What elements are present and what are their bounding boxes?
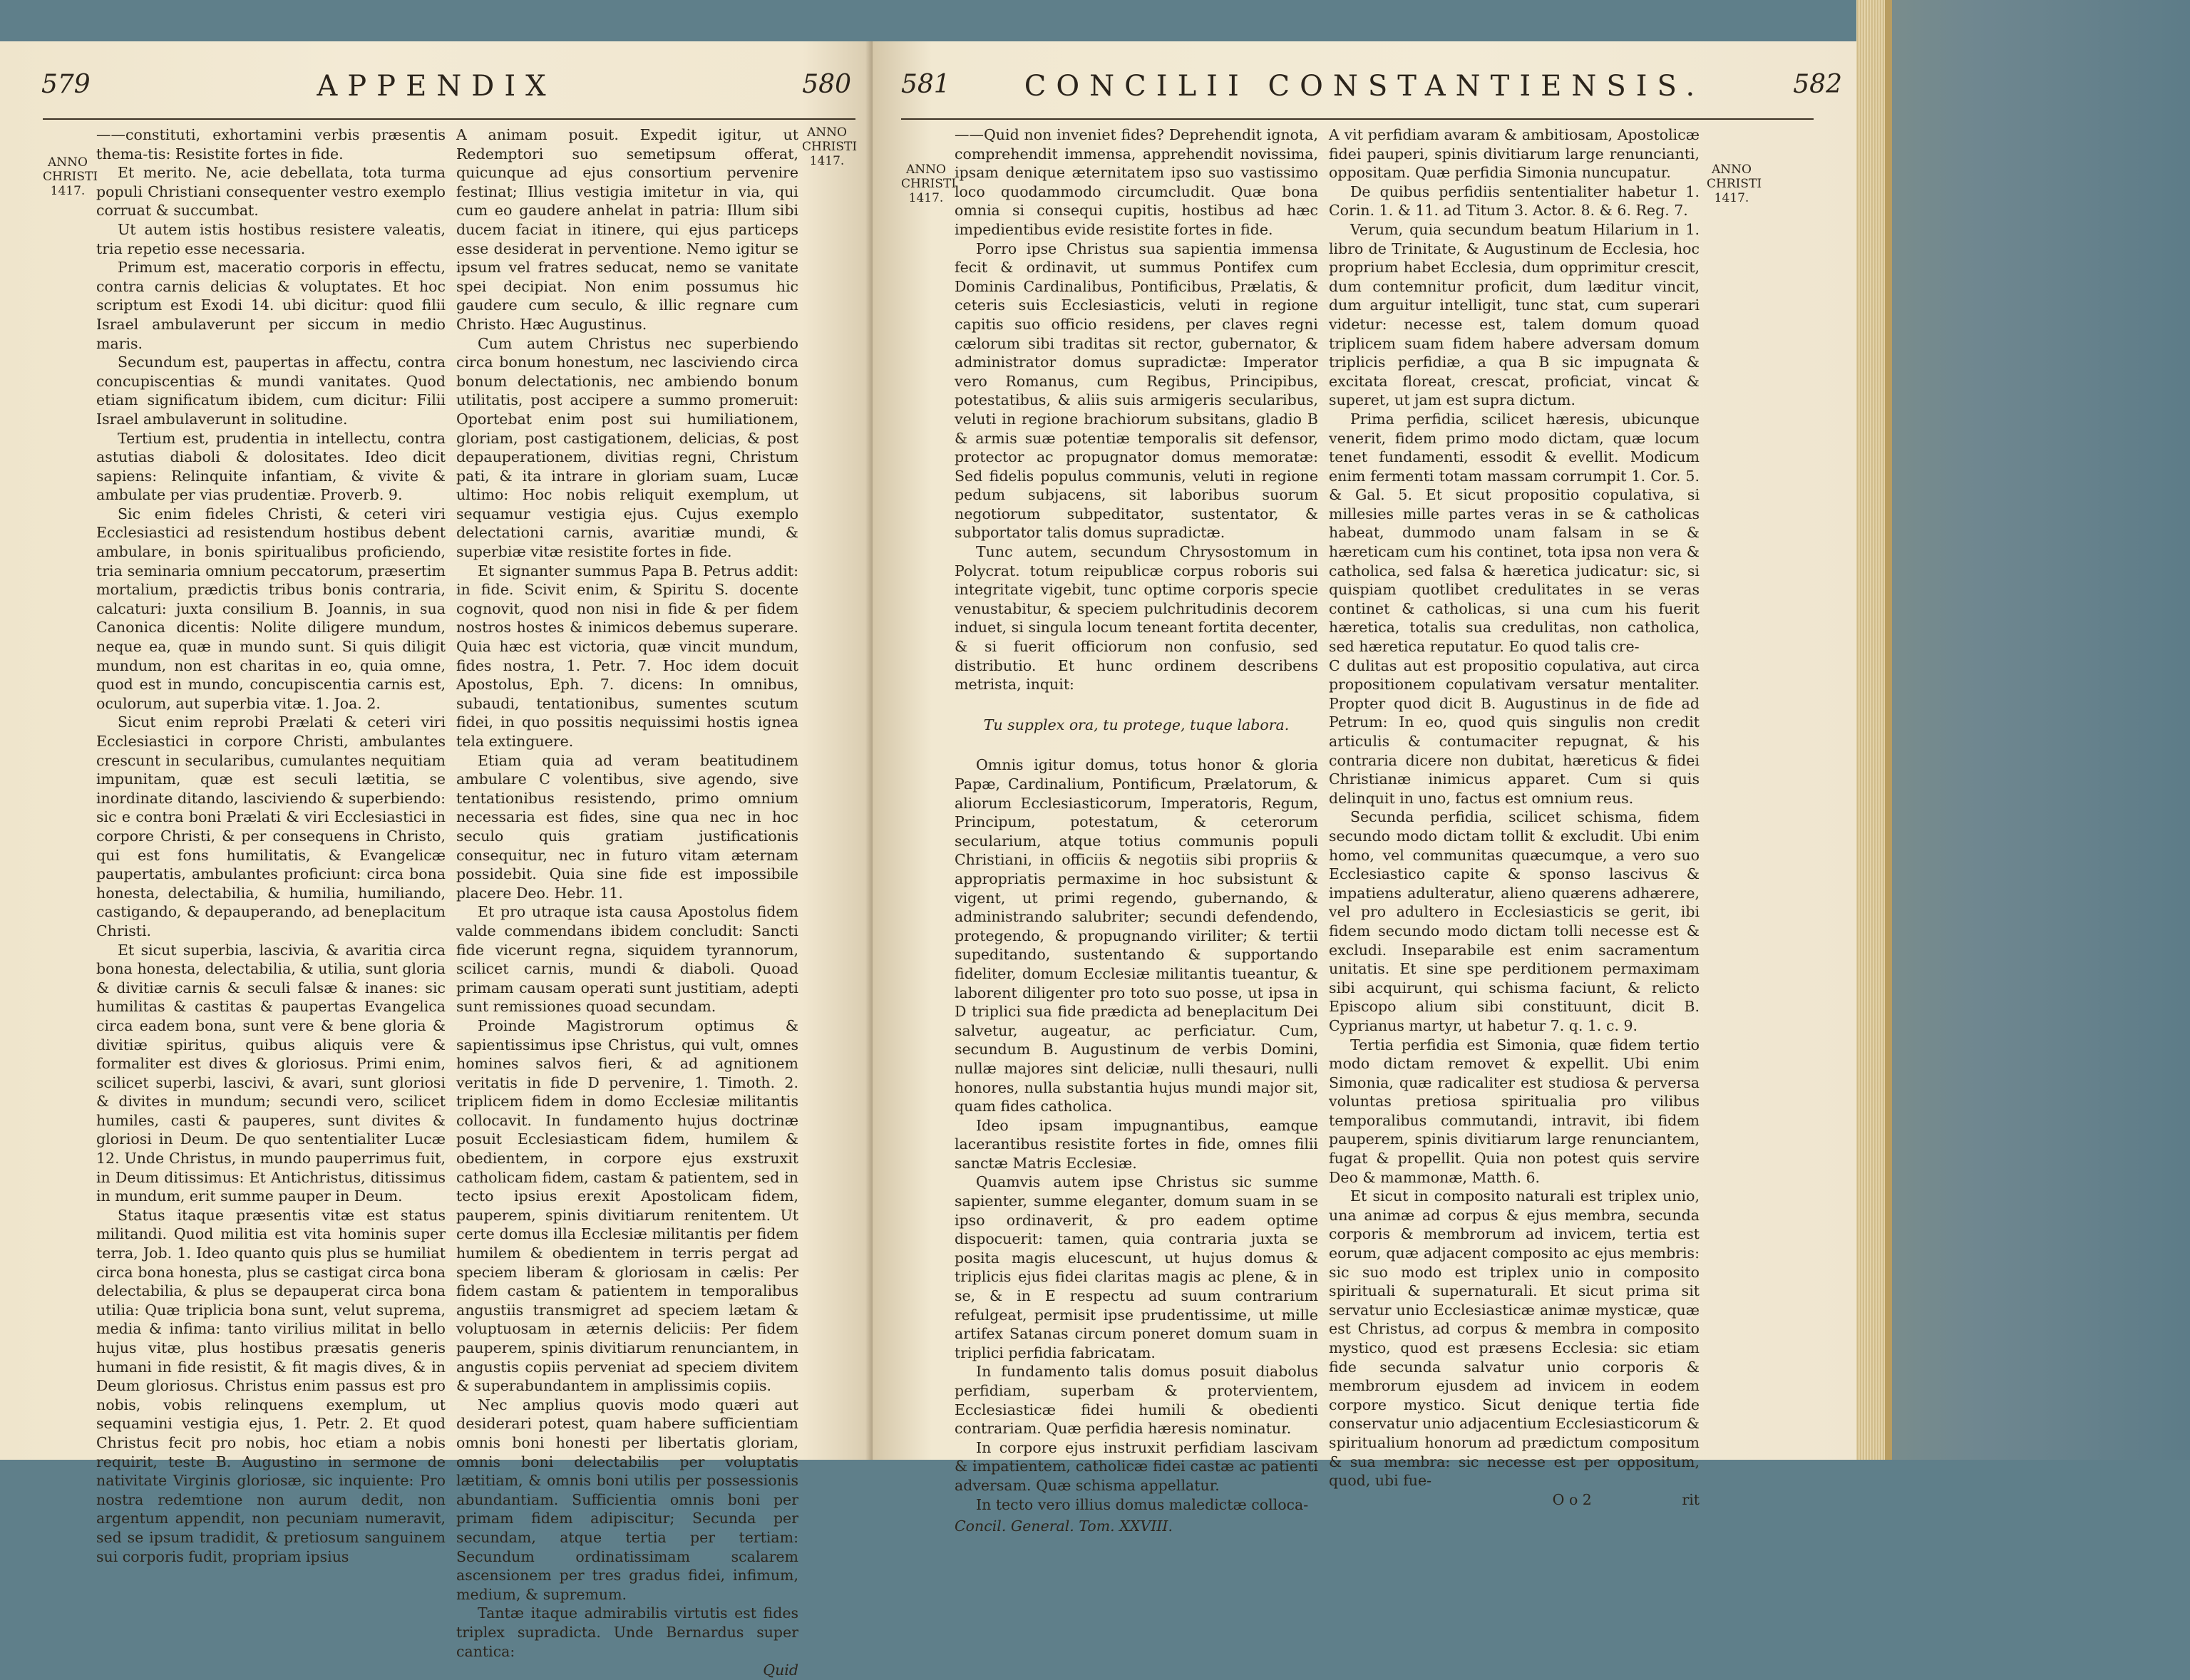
paragraph: Nec amplius quovis modo quæri aut desiderari potest, quam habere sufficientiam omnis boni honesti per libertatis gloriam, omnis boni delectabilis per voluptatis lætitiam, & omnis boni utilis per possessionis abundantiam. Sufficientia omnis boni per primam fidem adipiscitur; Secunda per secundam, atque tertia per tertiam: Secundum ordinatissimam scalarem ascensionem per tres gradus fidei, infimum, medium, & supremum.: [456, 1396, 798, 1603]
left-column-2: [456, 125, 798, 1680]
paragraph: A vit perfidiam avaram & ambitiosam, Apostolicæ fidei pauperi, spinis divitiarum large renuncianti, oppositam. Quæ perfidia Simonia nuncupatur.: [1329, 126, 1700, 182]
paragraph: Tertia perfidia est Simonia, quæ fidem tertio modo dictam removet & expellit. Ubi enim Simonia, quæ radicaliter est studiosa & perversa voluntas pretiosa spiritualia pro vilibus temporalibus commutandi, intravit, ibi fidem pauperem, spinis divitiarum large renunciantem, fugat & propellit. Quia non potest quis servire Deo & mammonæ, Matth. 6.: [1329, 1036, 1700, 1186]
paragraph: Secunda perfidia, scilicet schisma, fidem secundo modo dictam tollit & excludit. Ubi enim homo, vel communitas quæcumque, a vero suo Ecclesiastico capite & sponso lascivus & impatiens adulteratur, alieno quærens adhærere, vel pro adultero in Ecclesiasticis se gerit, ibi fidem secundo modo dictam tolli necesse est & excludi. Inseparabile est enim sacramentum unitatis. Et sine spe perditionem permaximam sibi acquirunt, qui schisma faciunt, & relicto Episcopo alium sibi constituunt, dicit B. Cyprianus martyr, ut habetur 7. q. 1. c. 9.: [1329, 808, 1700, 1034]
paragraph: Verum, quia secundum beatum Hilarium in 1. libro de Trinitate, & Augustinum de Ecclesia, hoc proprium habet Ecclesia, dum opprimitur crescit, dum contemnitur proficit, dum læditur vincit, dum arguitur intelligit, tunc stat, cum superari videtur: necesse est, talem domum quoad triplicem suam fidem habere adversam domum triplicis perfidiæ, a qua B sic impugnata & excitata floreat, crescat, proficiat, vincat & superet, ut jam est supra dictum.: [1329, 220, 1700, 409]
catchword: Quid: [763, 1661, 798, 1679]
paragraph: Et sicut in composito naturali est triplex unio, una animæ ad corpus & ejus membra, secunda corporis & membrorum ad invicem, tertia est eorum, quæ adjacent composito ac ejus membris: sic suo modo est triplex unio in composito spirituali & supernaturali. Et sicut prima sit servatur unio Ecclesiasticæ animæ mysticæ, quæ est Christus, ad corpus & membra in composito mystico, quod est præsens Ecclesia: sic etiam fide secunda salvatur unio corporis & membrorum ejusdem ad invicem in eodem corpore mystico. Sicut denique tertia fide conservatur unio adjacentium Ecclesiasticorum & spiritualium honorum ad prædictum compositum & sua membra: sic necesse est per oppositum, quod, ubi fue-: [1329, 1187, 1700, 1490]
paragraph: In corpore ejus instruxit perfidiam lascivam & impatientem, catholicæ fidei castæ ac patienti adversam. Quæ schisma appellatur.: [955, 1438, 1318, 1494]
margin-note-line: CHRISTI: [802, 140, 858, 154]
paragraph: ——constituti, exhortamini verbis præsentis thema-tis: Resistite fortes in fide.: [96, 126, 446, 163]
paragraph: In tecto vero illius domus maledictæ colloca-: [976, 1495, 1309, 1513]
margin-note-line: ANNO: [48, 155, 88, 170]
paragraph: Status itaque præsentis vitæ est status militandi. Quod militia est vita hominis super terra, Job. 1. Ideo quanto quis plus se humiliat circa bona honesta, plus se castigat circa bona delectabilia, & plus se depauperat circa bona utilia: Quæ triplicia bona sunt, velut suprema, media & infima: tanto virilius militat in bello hujus vitæ, plus hostibus præsatis generis humani in fide resistit, & fit magis dives, & in Deum gloriosus. Christus enim passus est pro nobis, vobis relinquens exemplum, ut sequamini vestigia ejus, 1. Petr. 2. Et quod Christus fecit pro nobis, hoc etiam a nobis requirit, teste B. Augustino in sermone de nativitate Virginis gloriosæ, sic inquiente: Pro nostra redemtione non aurum dedit, non argentum appendit, non pecuniam numeravit, sed se ipsum tradidit, & pretiosum sanguinem sui corporis fudit, propriam ipsius: [96, 1206, 446, 1565]
head-rule: [43, 118, 855, 120]
signature-line: [1329, 1490, 1700, 1510]
paragraph: Et signanter summus Papa B. Petrus addit: in fide. Scivit enim, & Spiritu S. docente cognovit, quod non nisi in fide & per fidem nostros hostes & inimicos debemus superare. Quia hæc est victoria, quæ vincit mundum, fides nostra, 1. Petr. 7. Hoc idem docuit Apostolus, Eph. 7. dicens: In omnibus, subaudi, tentationibus, sumentes scutum fidei, in quo possitis nequissimi hostis ignea tela extinguere.: [456, 562, 798, 750]
page-edges: [1856, 0, 1885, 1460]
margin-note-line: 1417.: [50, 184, 86, 198]
paragraph: Primum est, maceratio corporis in effectu, contra carnis delicias & voluptates. Et hoc scriptum est Exodi 14. ubi dicitur: quod filii Israel ambulaverunt per siccum in medio maris.: [96, 259, 446, 352]
page-number-579: 579: [41, 70, 91, 99]
margin-note-line: ANNO: [1712, 163, 1752, 177]
paragraph: Etiam quia ad veram beatitudinem ambulare C volentibus, sive agendo, sive tentationibus resistendo, primo omnium necessaria est fides, sine qua nec in hoc seculo quis gratiam justificationis consequitur, nec in futuro vitam æternam possidebit. Quia sine fide est impossibile placere Deo. Hebr. 11.: [456, 751, 798, 902]
paragraph: Ideo ipsam impugnantibus, eamque lacerantibus resistite fortes in fide, omnes filii sanctæ Matris Ecclesiæ.: [955, 1116, 1318, 1172]
right-column-2: [1329, 125, 1700, 1509]
margin-note-line: 1417.: [1714, 191, 1749, 205]
paragraph: In fundamento talis domus posuit diabolus perfidiam, superbam & protervientem, Ecclesiasticæ fidei humili & obedienti contrariam. Quæ perfidia hæresis nominatur.: [955, 1363, 1318, 1438]
paragraph: Sic enim fideles Christi, & ceteri viri Ecclesiastici ad resistendum hostibus debent ambulare, in bonis spiritualibus proficiendo, tria seminaria omnium peccatorum, præsertim mortalium, prædictis tribus bonis contraria, calcaturi: juxta consilium B. Joannis, in sua Canonica dicentis: Nolite diligere mundum, neque ea, quæ in mundo sunt. Si quis diligit mundum, non est charitas in eo, quia omne, quod est in mundo, concupiscentia carnis est, oculorum, aut superbia vitæ. 1. Joa. 2.: [96, 505, 446, 712]
paragraph: Prima perfidia, scilicet hæresis, ubicunque venerit, fidem primo modo dictam, quæ locum tenet fundamenti, essodit & evellit. Modicum enim fermenti totam massam corrumpit 1. Cor. 5. & Gal. 5. Et sicut propositio copulativa, si millesies mille partes veras in se & catholicas habeat, dummodo unam falsam in se & hæreticam cum his continet, tota ipsa non vera & catholica, sed falsa & hæretica judicatur: sic, si quispiam quotlibet credulitates in se veras continet & catholicas, si una cum his fuerit hæretica, totalis sua credulitas, non catholica, sed hæretica reputatur. Eo quod talis cre-: [1329, 410, 1700, 656]
paragraph: Cum autem Christus nec superbiendo circa bonum honestum, nec lasciviendo circa bonum delectationis, nec ambiendo bonum utilitatis, post accipere a summo promeruit: Oportebat enim post sui humiliationem, gloriam, post castigationem, delicias, & post depauperationem, divitias regni, Christum pati, & ita intrare in gloriam suam, Lucæ ultimo: Hoc nobis reliquit exemplum, ut sequamur vestigia ejus. Cujus exemplo delectationi carnis, avaritiæ mundi, & superbiæ vitæ resistite fortes in fide.: [456, 334, 798, 561]
paragraph: De quibus perfidiis sententialiter habetur 1. Corin. 1. & 11. ad Titum 3. Actor. 8. & 6. Reg. 7.: [1329, 182, 1700, 220]
right-running-head: [873, 70, 1856, 120]
paragraph: A animam posuit. Expedit igitur, ut Redemptori suo semetipsum offerat, quicunque ad ejus consortium pervenire festinat; Illius vestigia imitetur in via, qui cum eo gaudere anhelat in patria: Illum sibi ducem faciat in itinere, qui ejus particeps esse desiderat in perventione. Nemo igitur se ipsum vel fratres seducat, nemo se vanitate spei decipiat. Non enim possumus hic gaudere cum seculo, & illic regnare cum Christo. Hæc Augustinus.: [456, 126, 798, 333]
page-number-582: 582: [1793, 70, 1842, 99]
margin-note-line: ANNO: [906, 163, 946, 177]
margin-note-line: 1417.: [809, 154, 845, 168]
footer-note: Concil. General. Tom. XXVIII.: [955, 1517, 1173, 1535]
margin-note-line: CHRISTI: [43, 170, 98, 184]
paragraph: Et sicut superbia, lascivia, & avaritia circa bona honesta, delectabilia, & utilia, sunt gloria & divitiæ carnis & seculi falsæ & inanes: sic humilitas & castitas & paupertas Evangelica circa eadem bona, sunt vere & bene gloria & divitiæ spiritus, quibus aliquis vere & formaliter est dives & gloriosus. Primi enim, scilicet superbi, lascivi, & avari, sunt gloriosi & divites in mundum; secundi vero, scilicet humiles, casti & pauperes, sunt divites & gloriosi in Deum. De quo sententialiter Lucæ 12. Unde Christus, in mundo pauperrimus fuit, in Deum ditissimus: Et Antichristus, ditissimus in mundum, erit summe pauper in Deum.: [96, 941, 446, 1205]
margin-note-left-inner: [802, 125, 858, 168]
head-rule: [901, 118, 1814, 120]
margin-note-line: CHRISTI: [1707, 177, 1762, 191]
running-head-title: APPENDIX: [317, 70, 556, 103]
paragraph: Proinde Magistrorum optimus & sapientissimus ipse Christus, qui vult, omnes homines salvos fieri, & ad agnitionem veritatis in fide D pervenire, 1. Timoth. 2. triplicem fidem in domo Ecclesiæ militantis collocavit. In fundamento hujus doctrinæ posuit Ecclesiasticam fidem, humilem & obedientem, in corpore ejus exstruxit catholicam fidem, castam & patientem, sed in tecto ipsius erexit Apostolicam fidem, pauperem, spinis divitiarum renitentem. Ut certe domus illa Ecclesiæ militantis per fidem humilem & obedientem in terris pergat ad speciem liberam & gloriosam in cælis: Per fidem castam & patientem in temporalibus angustiis transmigret ad speciem lætam & voluptuosam in æternis deliciis: Per fidem pauperem, spinis divitiarum renunciantem, in angustis copiis perveniat ad speciem divitem & superabundantem in amplissimis copiis.: [456, 1016, 798, 1395]
left-page: [0, 41, 873, 1679]
paragraph: Ut autem istis hostibus resistere valeatis, tria repetio esse necessaria.: [96, 220, 446, 257]
margin-note-right-outer: [1707, 163, 1762, 205]
left-running-head: [0, 70, 873, 120]
page-number-581: 581: [901, 70, 950, 99]
right-page: [873, 41, 1856, 1535]
page-number-580: 580: [802, 70, 851, 99]
paragraph: Sicut enim reprobi Prælati & ceteri viri Ecclesiastici in corpore Christi, ambulantes crescunt in secularibus, cumulantes nequitiam impunitam, quæ est seculi lætitia, se inordinate ditando, lasciviendo & superbiendo: sic e contra boni Prælati & viri Ecclesiastici in corpore Christi, & per consequens in Christo, qui est fons humilitatis, & Evangelicæ paupertatis, ambulantes proficiunt: circa bona honesta, delectabilia, & humilia, humiliando, castigando, & depauperando, ad beneplacitum Christi.: [96, 713, 446, 939]
cover-edge: [1885, 0, 1892, 1460]
paragraph: Quamvis autem ipse Christus sic summe sapienter, summe eleganter, domum suam in se ipso ordinaverit, & pro eadem optime dispoсuerit: tamen, quia contraria juxta se posita magis elucescunt, ut hujus domus & triplicis ejus fidei claritas magis ac plene, & in se, & in E respectu ad suum contrarium refulgeat, permisit ipse prudentissime, ut mille artifex Satanas circum poneret domum suam in triplici perfidia fabricatam.: [955, 1173, 1318, 1361]
left-column-1: [96, 125, 446, 1566]
paragraph: Secundum est, paupertas in affectu, contra concupiscentias & mundi vanitates. Quod etiam significatum ibidem, cum dicitur: Filii Israel ambulaverunt in solitudine.: [96, 354, 446, 428]
paragraph: C dulitas aut est propositio copulativa, aut circa propositionem copulativam versatur mentaliter. Propter quod dicit B. Augustinus in de fide ad Petrum: In eo, quod quis singulis non credit articulis & contumaciter repugnat, & his contraria dicere non dubitat, hæreticus & fidei Christianæ inimicus apparet. Cum si quis delinquit in uno, factus est omnium reus.: [1329, 656, 1700, 807]
book-cover: [1885, 0, 2190, 1460]
catchword: rit: [1682, 1490, 1700, 1508]
paragraph: Tertium est, prudentia in intellectu, contra astutias diaboli & dolositates. Ideo dicit sapiens: Relinquite infantiam, & vivite & ambulate per vias prudentiæ. Proverb. 9.: [96, 429, 446, 504]
paragraph: ——Quid non inveniet fides? Deprehendit ignota, comprehendit immensa, apprehendit novissima, ipsam denique æternitatem ipso suo vastissimo loco quodammodo circumcludit. Quæ bona omnia si consequi cupitis, hostibus ad hæc impedientibus evide resistite fortes in fide.: [955, 126, 1318, 238]
paragraph: Tunc autem, secundum Chrysostomum in Polycrat. totum reipublicæ corpus roboris sui integritate vigebit, tunc optime corporis specie venustabitur, & speciem pulchritudinis decorem induet, si singula locum teneant fortita decenter, & si fuerit officiorum non confusio, sed distributio. Et hunc ordinem describens metrista, inquit:: [955, 543, 1318, 694]
verse-line: Tu supplex ora, tu protege, tuque labora.: [983, 716, 1290, 733]
running-head-title: CONCILII CONSTANTIENSIS.: [1024, 70, 1705, 103]
margin-note-line: 1417.: [908, 191, 944, 205]
margin-note-left: [43, 155, 98, 198]
margin-note-line: ANNO: [807, 125, 847, 140]
margin-note-right: [901, 163, 957, 205]
paragraph: Et merito. Ne, acie debellata, tota turma populi Christiani consequenter vestro exemplo corruat & succumbat.: [96, 164, 446, 220]
signature-mark: O o 2: [1552, 1490, 1592, 1508]
paragraph: Tantæ itaque admirabilis virtutis est fides triplex supradicta. Unde Bernardus super cantica:: [456, 1604, 798, 1660]
paragraph: Omnis igitur domus, totus honor & gloria Papæ, Cardinalium, Pontificum, Prælatorum, & aliorum Ecclesiasticorum, Imperatoris, Regum, Principum, potestatum, & ceterorum secularium, atque totius communis populi Christiani, in officiis & negotiis sibi propriis & appropriatis permaxime in hoc subsistunt & vigent, ut primi regendo, gubernando, & administrando salubriter; secundi defendendo, protegendo, & propugnando viriliter; & tertii supeditando, sustentando & supportando fideliter, domum Ecclesiæ militantis tueantur, & laborent diligenter pro toto suo posse, ut ipsa in D triplici sua fide prædicta ad beneplacitum Dei salvetur, augeatur, ac perficiatur. Cum, secundum B. Augustinum de verbis Domini, nullæ majores sint deliciæ, nulli thesauri, nulli honores, nulla substantia hujus mundi major sit, quam fides catholica.: [955, 756, 1318, 1115]
margin-note-line: CHRISTI: [901, 177, 957, 191]
paragraph: Porro ipse Christus sua sapientia immensa fecit & ordinavit, ut summus Pontifex cum Dominis Cardinalibus, Pontificibus, Prælatis, & ceteris suis Ecclesiasticis, veluti in regione capitis suo officio residens, per claves regni cælorum sibi traditas sit rector, gubernator, & administrator domus supradictæ: Imperator vero Romanus, cum Regibus, Principibus, potestatibus, & aliis suis armigeris secularibus, veluti in regione brachiorum subsitans, gladio B & armis suæ potentiæ temporalis sit defensor, protector ac propugnator domus memoratæ: Sed fidelis populus communis, veluti in regione pedum subjacens, sit laboribus suorum negotiorum subpeditator, sustentator, & subportator talis domus supradictæ.: [955, 239, 1318, 542]
right-column-1: [955, 125, 1318, 1536]
paragraph: Et pro utraque ista causa Apostolus fidem valde commendans ibidem concludit: Sancti fide vicerunt regna, siquidem tyrannorum, scilicet carnis, mundi & diaboli. Quoad primam causam operati sunt justitiam, adepti sunt remissiones quoad secundam.: [456, 903, 798, 1016]
